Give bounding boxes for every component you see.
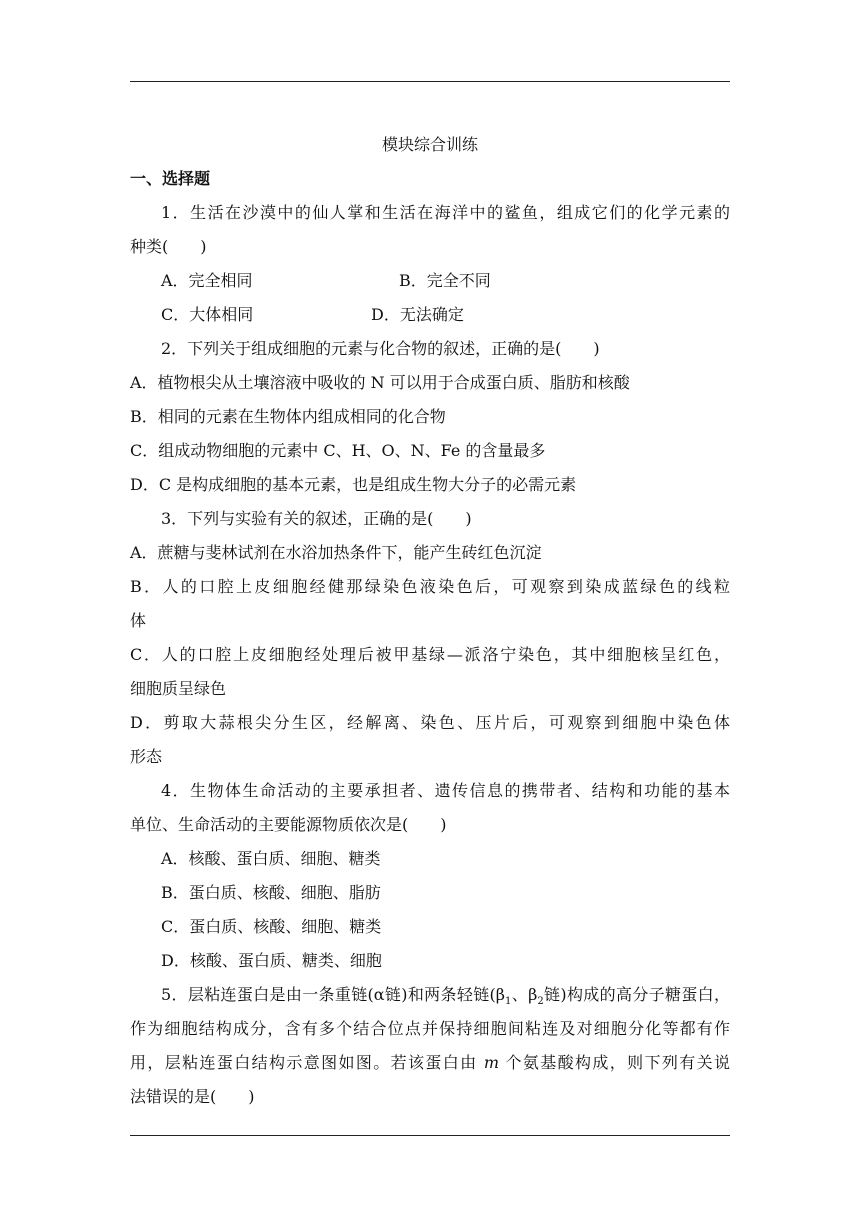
q4-option-c[interactable]: C．蛋白质、核酸、细胞、糖类 <box>161 917 382 936</box>
q5-subscript-2: 2 <box>537 996 544 1008</box>
q2-option-d[interactable]: D．C 是构成细胞的基本元素，也是组成生物大分子的必需元素 <box>130 475 577 494</box>
q4-stem-line1: 4．生物体生命活动的主要承担者、遗传信息的携带者、结构和功能的基本 <box>161 781 730 800</box>
q3-option-d-line2[interactable]: 形态 <box>130 747 163 766</box>
q5-subscript-1: 1 <box>505 996 512 1008</box>
q4-stem-line2: 单位、生命活动的主要能源物质依次是( ) <box>130 815 447 834</box>
q2-option-b[interactable]: B．相同的元素在生物体内组成相同的化合物 <box>130 407 446 426</box>
q3-stem: 3．下列与实验有关的叙述，正确的是( ) <box>161 509 472 528</box>
q3-option-a[interactable]: A．蔗糖与斐林试剂在水浴加热条件下，能产生砖红色沉淀 <box>130 543 542 562</box>
q5-stem-line4: 法错误的是( ) <box>130 1087 255 1106</box>
q1-options-row1 <box>130 264 730 298</box>
footer-rule <box>130 1135 730 1136</box>
q3-option-d-line1[interactable]: D．剪取大蒜根尖分生区，经解离、染色、压片后，可观察到细胞中染色体 <box>130 713 730 732</box>
q3-option-b-line1[interactable]: B．人的口腔上皮细胞经健那绿染色液染色后，可观察到染成蓝绿色的线粒 <box>130 577 730 596</box>
q5-text-a: 5．层粘连蛋白是由一条重链(α链)和两条轻链(β <box>161 985 506 1004</box>
q1-option-b[interactable]: B．完全不同 <box>399 271 491 290</box>
q5-stem-line2: 作为细胞结构成分，含有多个结合位点并保持细胞间粘连及对细胞分化等都有作 <box>130 1019 730 1038</box>
q5-text-c: 链)构成的高分子糖蛋白， <box>543 985 730 1004</box>
section-heading: 一、选择题 <box>130 169 211 188</box>
q5-text-d: 用，层粘连蛋白结构示意图如图。若该蛋白由 <box>130 1053 484 1072</box>
q2-option-c[interactable]: C．组成动物细胞的元素中 C、H、O、N、Fe 的含量最多 <box>130 441 546 460</box>
header-rule <box>130 81 730 82</box>
q5-text-b: 、β <box>511 985 538 1004</box>
q1-option-c[interactable]: C．大体相同 <box>161 305 254 324</box>
q5-stem-line3 <box>130 1046 730 1080</box>
q1-option-a[interactable]: A．完全相同 <box>161 271 253 290</box>
q2-stem: 2．下列关于组成细胞的元素与化合物的叙述，正确的是( ) <box>161 339 600 358</box>
q1-stem-line1: 1．生活在沙漠中的仙人掌和生活在海洋中的鲨鱼，组成它们的化学元素的 <box>161 203 730 222</box>
q3-option-c-line1[interactable]: C．人的口腔上皮细胞经处理后被甲基绿—派洛宁染色，其中细胞核呈红色， <box>130 645 730 664</box>
q3-option-c-line2[interactable]: 细胞质呈绿色 <box>130 679 227 698</box>
q5-variable-m: m <box>483 1053 500 1072</box>
page-title: 模块综合训练 <box>381 135 478 154</box>
document-body <box>130 128 730 1114</box>
q3-option-b-line2[interactable]: 体 <box>130 611 147 630</box>
q4-option-b[interactable]: B．蛋白质、核酸、细胞、脂肪 <box>161 883 381 902</box>
q4-option-a[interactable]: A．核酸、蛋白质、细胞、糖类 <box>161 849 381 868</box>
q1-options-row2 <box>130 298 730 332</box>
q4-option-d[interactable]: D．核酸、蛋白质、糖类、细胞 <box>161 951 382 970</box>
q2-option-a[interactable]: A．植物根尖从土壤溶液中吸收的 N 可以用于合成蛋白质、脂肪和核酸 <box>130 373 630 392</box>
q5-stem-line1 <box>130 978 730 1012</box>
q1-stem-line2: 种类( ) <box>130 237 207 256</box>
q5-text-e: 个氨基酸构成，则下列有关说 <box>499 1053 730 1072</box>
q1-option-d[interactable]: D．无法确定 <box>371 305 464 324</box>
